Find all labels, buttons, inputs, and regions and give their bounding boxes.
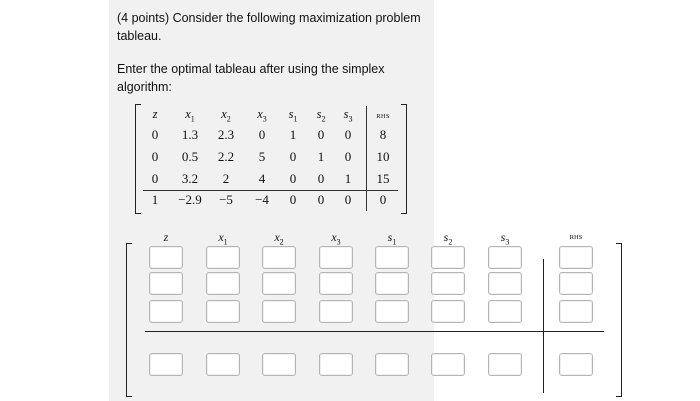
- objective-separator: [143, 190, 398, 191]
- answer-input-r3-x2[interactable]: [262, 300, 296, 323]
- question-line-3: Enter the optimal tableau after using the simplex: [117, 62, 385, 76]
- tableau-cell: 0: [344, 192, 352, 207]
- grid-header-rhs: RHS: [569, 234, 583, 241]
- initial-tableau: [135, 104, 407, 215]
- tableau-cell: 0: [289, 192, 297, 207]
- grid-header-x3: $x_3$: [331, 230, 341, 247]
- answer-input-r2-s3[interactable]: [488, 272, 522, 295]
- answer-input-r1-rhs[interactable]: [559, 246, 593, 269]
- tableau-cell: 0: [151, 127, 159, 142]
- tableau-header-rhs: RHS: [376, 113, 390, 120]
- tableau-cell: 1: [344, 171, 352, 186]
- tableau-cell: −5: [219, 192, 233, 207]
- answer-input-r4-x2[interactable]: [262, 353, 296, 376]
- tableau-cell: 0: [317, 127, 325, 142]
- tableau-cell: 8: [379, 127, 387, 142]
- tableau-header-s3: $s_3$: [343, 107, 353, 124]
- answer-input-r1-x3[interactable]: [319, 246, 353, 269]
- answer-input-r2-s2[interactable]: [431, 272, 465, 295]
- tableau-cell: 0.5: [181, 149, 199, 164]
- tableau-header-x3: $x_3$: [257, 107, 267, 124]
- tableau-cell: 0: [317, 171, 325, 186]
- answer-tableau-grid: [126, 228, 626, 398]
- answer-input-r2-x1[interactable]: [206, 272, 240, 295]
- tableau-header-x2: $x_2$: [221, 107, 231, 124]
- answer-input-r4-s2[interactable]: [431, 353, 465, 376]
- tableau-cell: 0: [151, 171, 159, 186]
- question-line-1: (4 points) Consider the following maximization problem: [117, 11, 421, 25]
- tableau-cell: 2.2: [217, 149, 235, 164]
- tableau-cell: 0: [151, 149, 159, 164]
- tableau-cell: 4: [258, 171, 266, 186]
- answer-input-r4-s1[interactable]: [375, 353, 409, 376]
- answer-input-r2-s1[interactable]: [375, 272, 409, 295]
- tableau-cell: 1: [317, 149, 325, 164]
- tableau-cell: 0: [289, 171, 297, 186]
- tableau-header-z: z: [152, 107, 158, 121]
- question-line-4: algorithm:: [117, 80, 172, 94]
- answer-input-r1-z[interactable]: [149, 246, 183, 269]
- answer-input-r3-s2[interactable]: [431, 300, 465, 323]
- tableau-cell: 1: [289, 127, 297, 142]
- grid-right-bracket: [616, 243, 622, 397]
- answer-input-r4-x3[interactable]: [319, 353, 353, 376]
- tableau-cell: −4: [255, 192, 269, 207]
- grid-header-x2: $x_2$: [274, 230, 284, 247]
- answer-input-r1-x2[interactable]: [262, 246, 296, 269]
- answer-input-r2-x2[interactable]: [262, 272, 296, 295]
- tableau-cell: 15: [376, 171, 390, 186]
- grid-header-x1: $x_1$: [218, 230, 228, 247]
- tableau-cell: 3.2: [181, 171, 199, 186]
- grid-rhs-separator: [543, 259, 544, 393]
- tableau-cell: 1.3: [181, 127, 199, 142]
- answer-input-r1-x1[interactable]: [206, 246, 240, 269]
- answer-input-r1-s1[interactable]: [375, 246, 409, 269]
- rhs-separator: [366, 106, 367, 211]
- answer-input-r1-s3[interactable]: [488, 246, 522, 269]
- tableau-cell: 0: [289, 149, 297, 164]
- answer-input-r2-z[interactable]: [149, 272, 183, 295]
- grid-left-bracket: [126, 243, 132, 397]
- tableau-cell: 5: [258, 149, 266, 164]
- answer-input-r1-s2[interactable]: [431, 246, 465, 269]
- answer-input-r3-s1[interactable]: [375, 300, 409, 323]
- grid-objective-separator: [145, 331, 604, 332]
- answer-input-r3-rhs[interactable]: [559, 300, 593, 323]
- tableau-header-s2: $s_2$: [316, 107, 326, 124]
- grid-header-s2: $s_2$: [443, 230, 453, 247]
- answer-input-r4-x1[interactable]: [206, 353, 240, 376]
- answer-input-r3-z[interactable]: [149, 300, 183, 323]
- answer-input-r4-rhs[interactable]: [559, 353, 593, 376]
- answer-input-r3-x1[interactable]: [206, 300, 240, 323]
- tableau-cell: 0: [379, 192, 387, 207]
- tableau-cell: 2: [222, 171, 230, 186]
- answer-input-r2-x3[interactable]: [319, 272, 353, 295]
- right-bracket: [401, 104, 407, 214]
- grid-header-s1: $s_1$: [387, 230, 397, 247]
- tableau-header-s1: $s_1$: [288, 107, 298, 124]
- answer-input-r3-s3[interactable]: [488, 300, 522, 323]
- tableau-cell: 1: [151, 192, 159, 207]
- tableau-cell: 0: [344, 127, 352, 142]
- tableau-cell: 2.3: [217, 127, 235, 142]
- answer-input-r4-z[interactable]: [149, 353, 183, 376]
- tableau-cell: −2.9: [178, 192, 202, 207]
- question-instruction: [117, 60, 427, 96]
- grid-header-z: z: [163, 230, 169, 244]
- tableau-cell: 10: [376, 149, 390, 164]
- answer-input-r4-s3[interactable]: [488, 353, 522, 376]
- question-line-2: tableau.: [117, 29, 162, 43]
- tableau-cell: 0: [258, 127, 266, 142]
- question-intro: [117, 9, 427, 45]
- tableau-cell: 0: [344, 149, 352, 164]
- answer-input-r2-rhs[interactable]: [559, 272, 593, 295]
- tableau-header-x1: $x_1$: [185, 107, 195, 124]
- grid-header-s3: $s_3$: [500, 230, 510, 247]
- answer-input-r3-x3[interactable]: [319, 300, 353, 323]
- tableau-cell: 0: [317, 192, 325, 207]
